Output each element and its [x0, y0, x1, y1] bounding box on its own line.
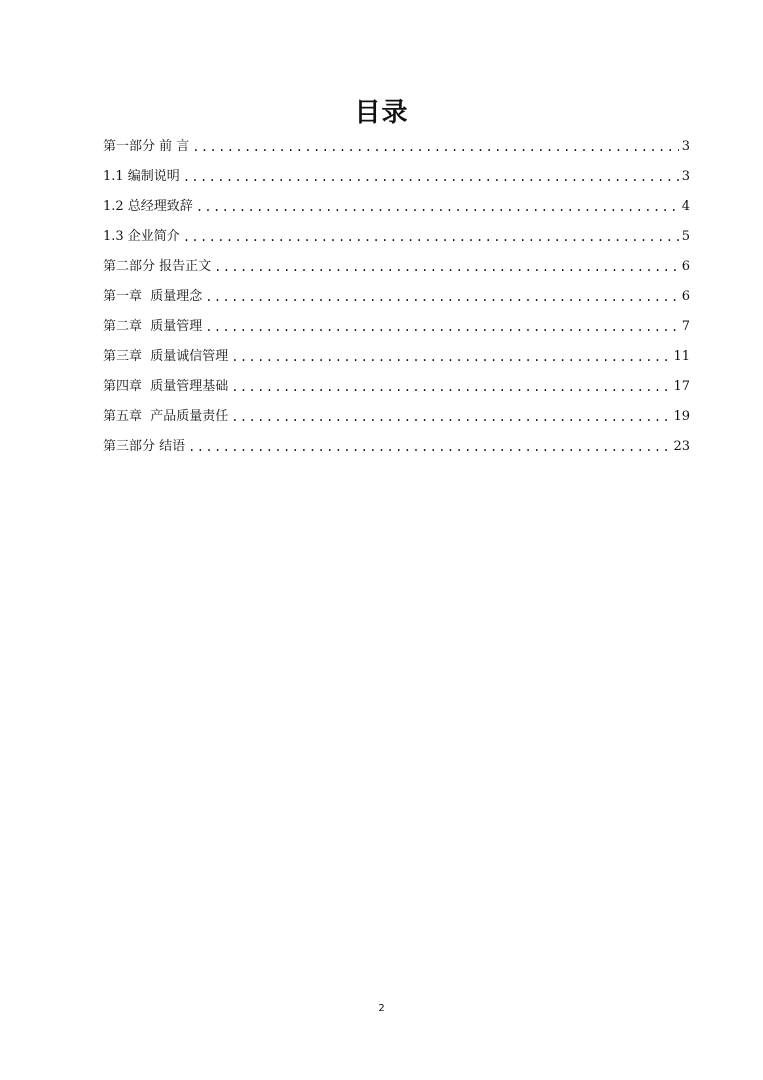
toc-list — [103, 127, 690, 457]
toc-entry-label: 第二部分 报告正文 — [103, 259, 212, 274]
toc-entry-label: 1.2 总经理致辞 — [103, 199, 193, 214]
toc-entry-page: 23 — [673, 439, 690, 454]
toc-leader-dots — [183, 167, 679, 187]
toc-entry-label: 第一章 质量理念 — [103, 289, 203, 304]
toc-entry-page: 19 — [673, 409, 690, 424]
toc-leader-dots — [231, 347, 670, 367]
toc-entry-page: 4 — [681, 199, 690, 214]
toc-entry[interactable] — [103, 307, 690, 337]
toc-entry-page: 6 — [681, 289, 690, 304]
toc-entry-label: 1.1 编制说明 — [103, 169, 180, 184]
toc-title: 目录 — [354, 98, 409, 128]
toc-leader-dots — [196, 197, 679, 217]
toc-entry-page: 3 — [681, 169, 690, 184]
toc-entry-page: 17 — [673, 379, 690, 394]
toc-entry-label: 第四章 质量管理基础 — [103, 379, 229, 394]
toc-entry-label: 第五章 产品质量责任 — [103, 409, 229, 424]
toc-entry-page: 3 — [681, 139, 690, 154]
toc-entry[interactable] — [103, 397, 690, 427]
toc-entry[interactable] — [103, 127, 690, 157]
page-number: 2 — [378, 1003, 385, 1014]
toc-leader-dots — [214, 257, 679, 277]
toc-entry[interactable] — [103, 247, 690, 277]
toc-leader-dots — [205, 317, 678, 337]
toc-entry-page: 6 — [681, 259, 690, 274]
toc-leader-dots — [192, 137, 678, 157]
toc-leader-dots — [205, 287, 678, 307]
toc-entry-label: 1.3 企业简介 — [103, 229, 180, 244]
toc-entry-page: 7 — [681, 319, 690, 334]
toc-entry-page: 5 — [681, 229, 690, 244]
toc-entry[interactable] — [103, 277, 690, 307]
toc-entry[interactable] — [103, 187, 690, 217]
toc-leader-dots — [231, 407, 670, 427]
toc-entry-label: 第二章 质量管理 — [103, 319, 203, 334]
toc-entry[interactable] — [103, 367, 690, 397]
toc-entry-page: 11 — [673, 349, 690, 364]
toc-entry[interactable] — [103, 427, 690, 457]
toc-entry-label: 第三部分 结语 — [103, 439, 186, 454]
toc-leader-dots — [188, 437, 670, 457]
toc-entry[interactable] — [103, 157, 690, 187]
toc-entry-label: 第三章 质量诚信管理 — [103, 349, 229, 364]
toc-entry[interactable] — [103, 217, 690, 247]
toc-entry[interactable] — [103, 337, 690, 367]
toc-leader-dots — [183, 227, 679, 247]
toc-leader-dots — [231, 377, 670, 397]
toc-entry-label: 第一部分 前 言 — [103, 139, 190, 154]
